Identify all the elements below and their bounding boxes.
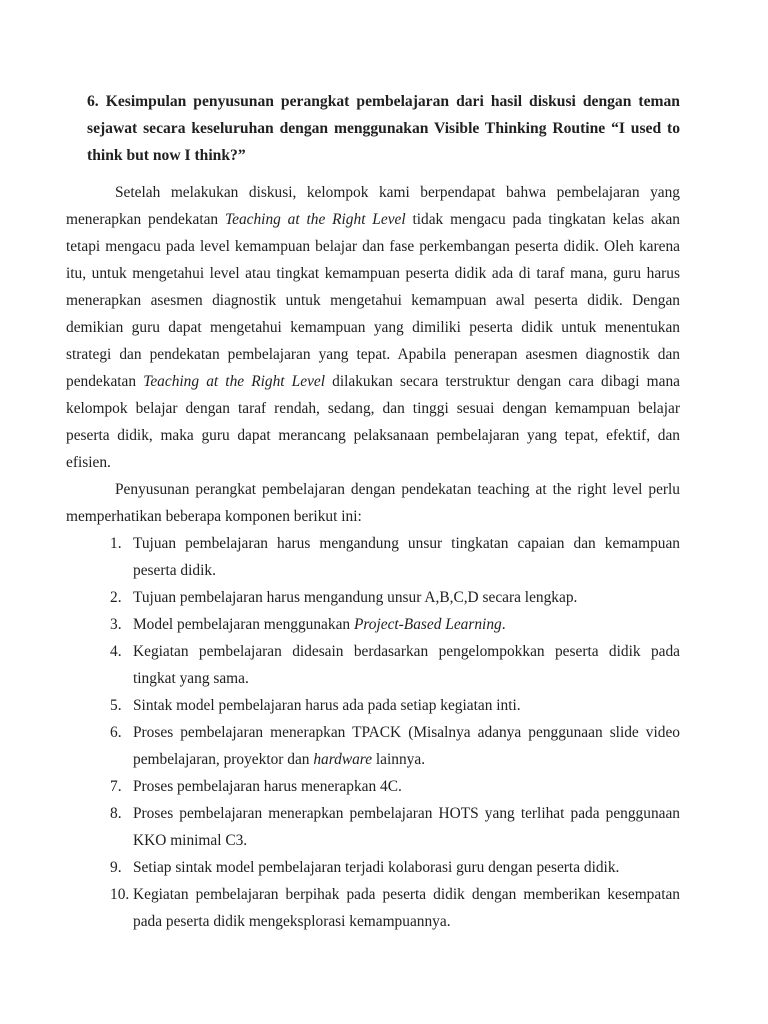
text-run: dilakukan secara terstruktur dengan cara dibagi mana kelompok belajar dengan taraf rendah, sedang, dan tinggi sesuai dengan kemampuan belajar peserta didik, maka guru dapat merancang pelaksanaan pembelajaran yang tepat, efektif, dan efisien.: [66, 373, 680, 471]
text-run: Setiap sintak model pembelajaran terjadi kolaborasi guru dengan peserta didik.: [133, 859, 620, 876]
list-text: [133, 692, 680, 719]
paragraph-components-intro: [66, 476, 680, 530]
text-run: tidak mengacu pada tingkatan kelas akan tetapi mengacu pada level kemampuan belajar dan fase perkembangan peserta didik. Oleh karena itu, untuk mengetahui level atau tingkat kemampuan peserta didik ada di taraf mana, guru harus menerapkan asesmen diagnostik untuk mengetahui kemampuan awal peserta didik. Dengan demikian guru dapat mengetahui kemampuan yang dimiliki peserta didik untuk menentukan strategi dan pendekatan pembelajaran yang tepat. Apabila penerapan asesmen diagnostik dan pendekatan: [66, 211, 680, 390]
list-text: [133, 530, 680, 584]
list-number: 1.: [110, 535, 122, 552]
list-text: [133, 611, 680, 638]
text-run: Proses pembelajaran harus menerapkan 4C.: [133, 778, 402, 795]
text-run: Sintak model pembelajaran harus ada pada setiap kegiatan inti.: [133, 697, 521, 714]
list-text: [133, 584, 680, 611]
list-item: [110, 881, 680, 935]
italic-text-run: hardware: [313, 751, 373, 768]
list-item: [110, 773, 680, 800]
list-text: [133, 638, 680, 692]
list-item: [110, 584, 680, 611]
list-item: [110, 719, 680, 773]
list-number: 6.: [110, 724, 122, 741]
list-item: [110, 800, 680, 854]
text-run: Proses pembelajaran menerapkan TPACK (Misalnya adanya penggunaan slide video pembelajaran, proyektor dan: [133, 724, 680, 768]
list-number: 7.: [110, 778, 122, 795]
list-item: [110, 638, 680, 692]
list-text: [133, 800, 680, 854]
list-number: 3.: [110, 616, 122, 633]
list-number: 4.: [110, 643, 122, 660]
list-number: 9.: [110, 859, 122, 876]
list-item: [110, 611, 680, 638]
list-text: [133, 719, 680, 773]
text-run: Model pembelajaran menggunakan: [133, 616, 354, 633]
italic-text-run: Project-Based Learning: [353, 616, 502, 633]
text-run: .: [501, 616, 506, 633]
list-number: 8.: [110, 805, 122, 822]
list-text: [133, 773, 680, 800]
italic-text-run: Teaching at the Right Level: [143, 373, 326, 390]
list-item: [110, 530, 680, 584]
paragraph-discussion-conclusion: [66, 179, 680, 476]
italic-text-run: Teaching at the Right Level: [224, 211, 406, 228]
text-run: Kegiatan pembelajaran didesain berdasarkan pengelompokkan peserta didik pada tingkat yang sama.: [133, 643, 680, 687]
list-text: [133, 881, 680, 935]
list-number: 2.: [110, 589, 122, 606]
section-heading: 6. Kesimpulan penyusunan perangkat pembelajaran dari hasil diskusi dengan teman sejawat secara keseluruhan dengan menggunakan Visible Thinking Routine “I used to think but now I think?”: [87, 93, 680, 164]
list-number: 10.: [110, 886, 130, 903]
list-item: [110, 854, 680, 881]
list-number: 5.: [110, 697, 122, 714]
text-run: Setelah melakukan diskusi, kelompok kami berpendapat bahwa pembelajaran yang menerapkan pendekatan: [66, 184, 680, 228]
text-run: Tujuan pembelajaran harus mengandung unsur A,B,C,D secara lengkap.: [133, 589, 578, 606]
list-text: [133, 854, 680, 881]
text-run: lainnya.: [372, 751, 426, 768]
numbered-list: [110, 530, 680, 935]
text-run: Kegiatan pembelajaran berpihak pada peserta didik dengan memberikan kesempatan pada peserta didik mengeksplorasi kemampuannya.: [133, 886, 680, 930]
list-item: [110, 692, 680, 719]
text-run: Penyusunan perangkat pembelajaran dengan pendekatan teaching at the right level perlu memperhatikan beberapa komponen berikut ini:: [66, 481, 680, 525]
text-run: Proses pembelajaran menerapkan pembelajaran HOTS yang terlihat pada penggunaan KKO minimal C3.: [133, 805, 680, 849]
text-run: Tujuan pembelajaran harus mengandung unsur tingkatan capaian dan kemampuan peserta didik.: [133, 535, 680, 579]
document-body: [66, 179, 680, 935]
